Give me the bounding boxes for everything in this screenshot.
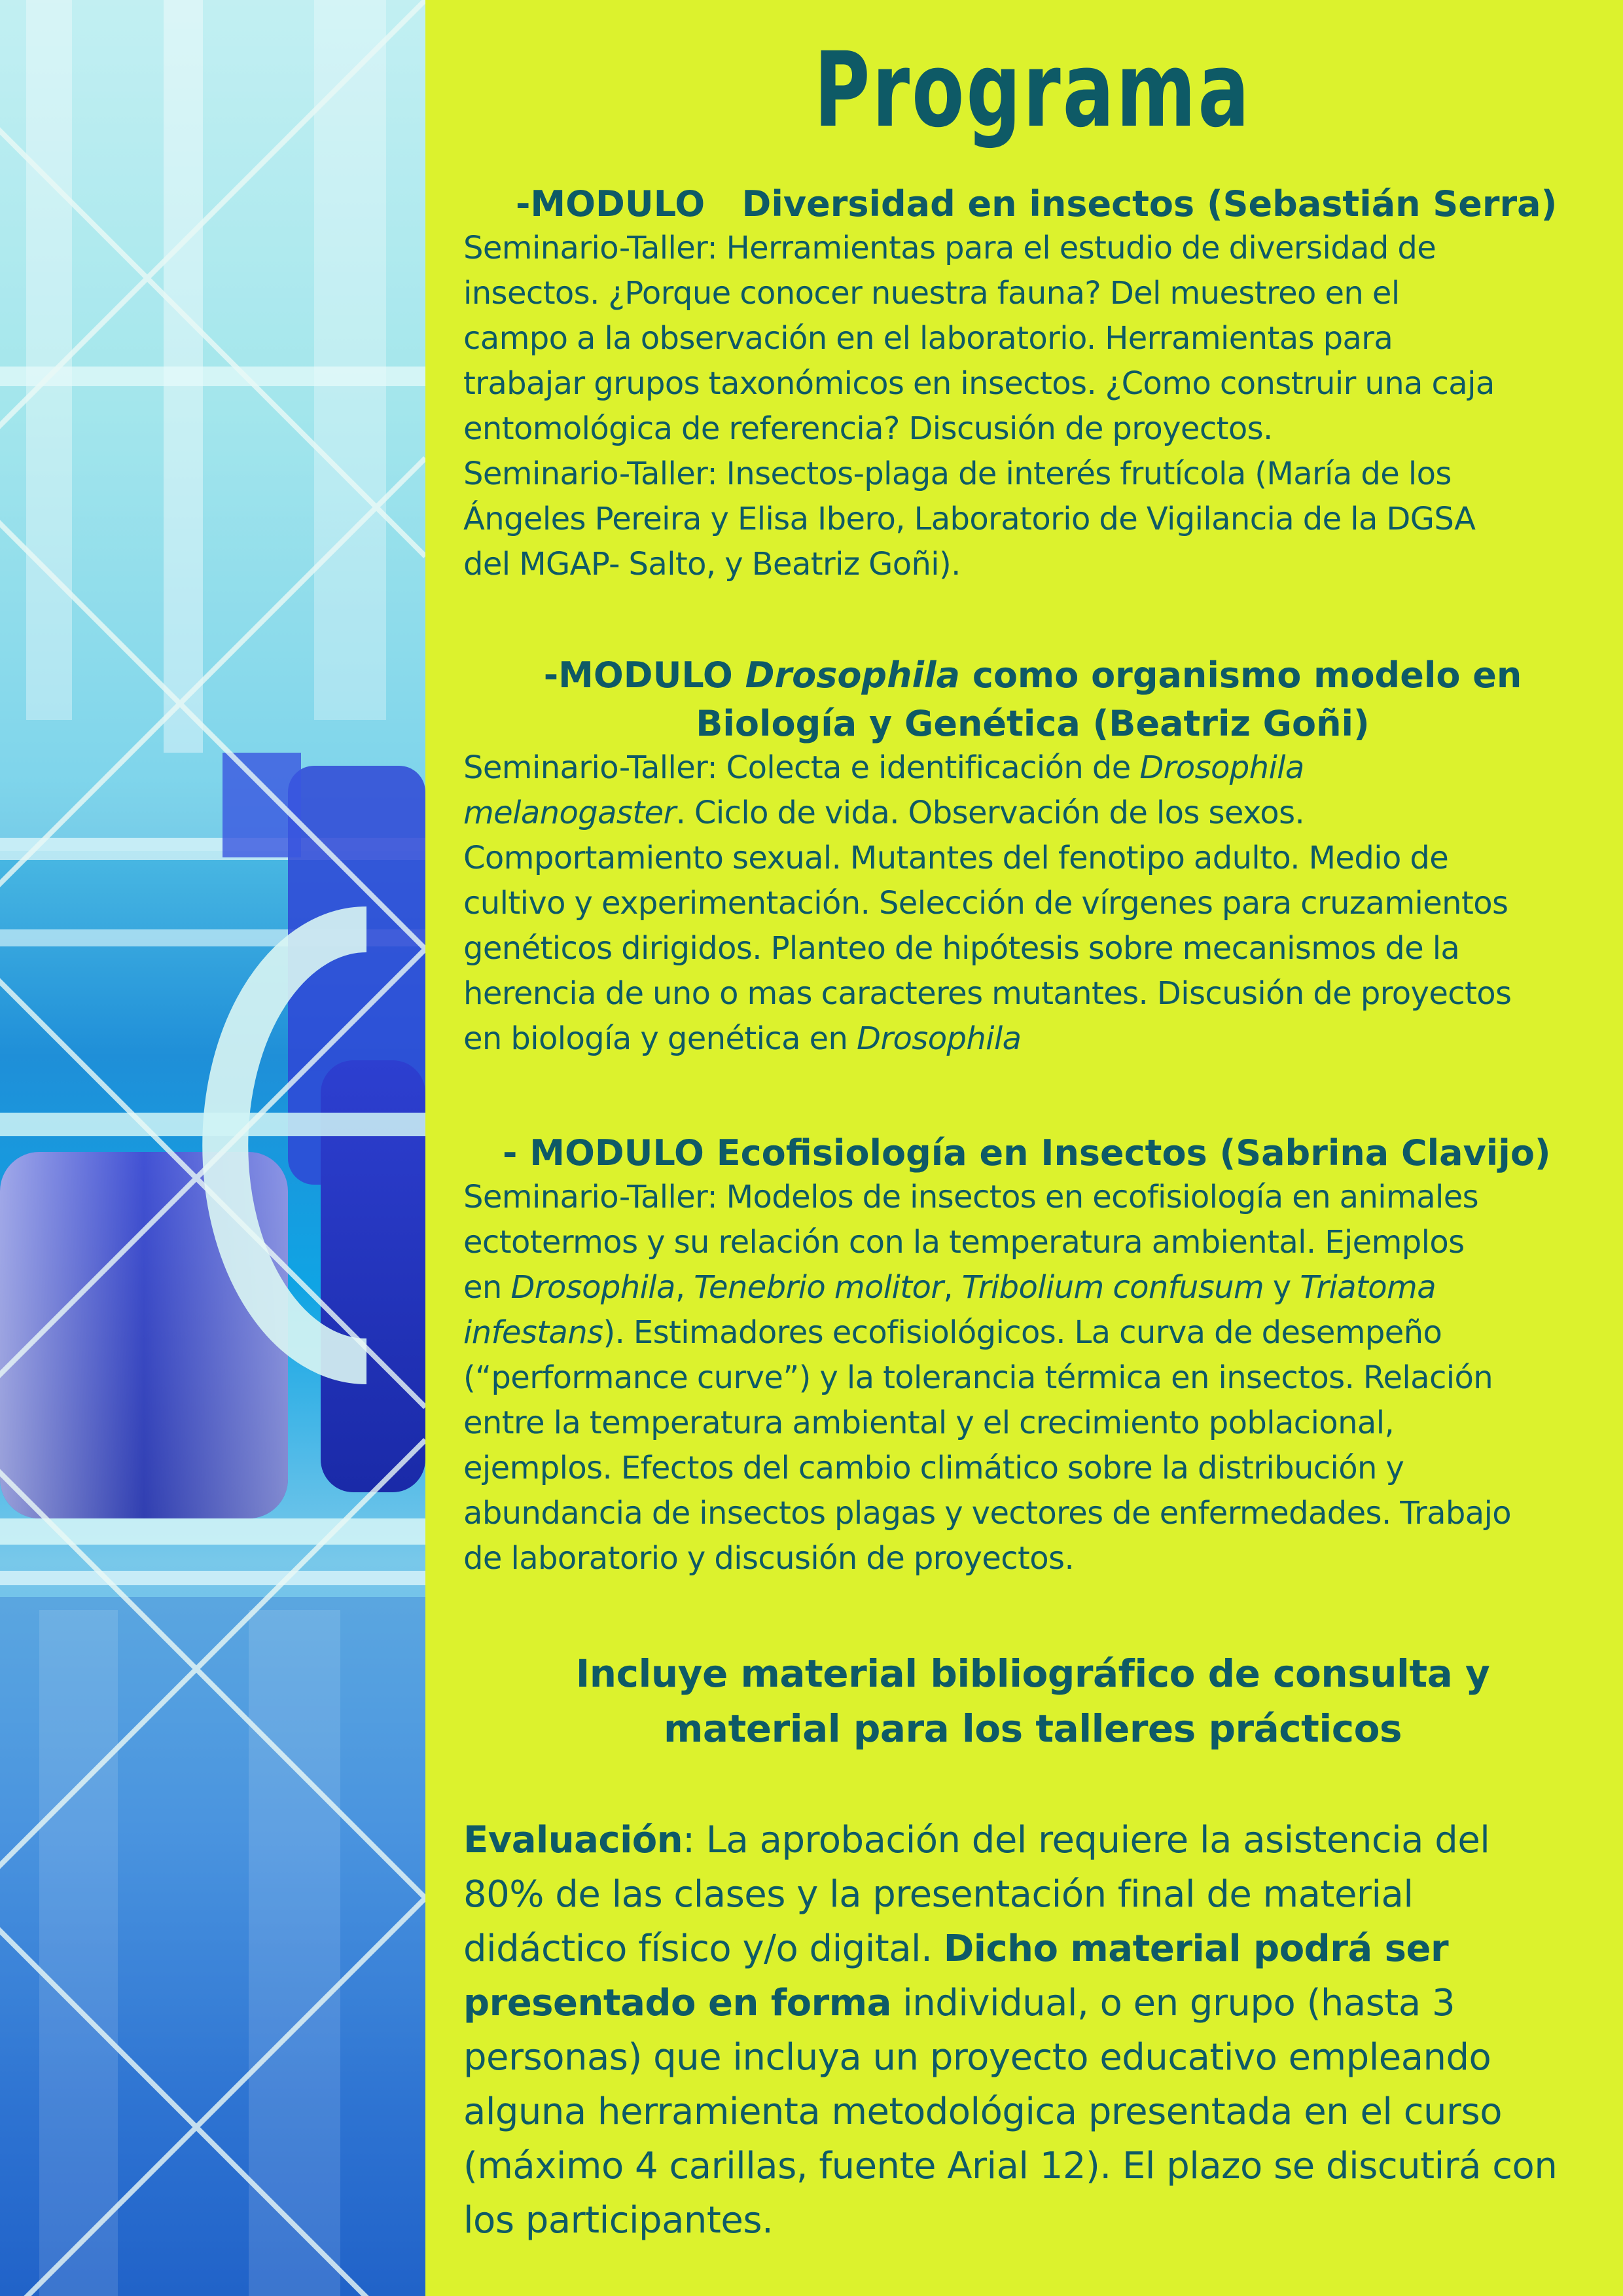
module-ecophysiology-heading: - MODULO Ecofisiología en Insectos (Sabrina Clavijo) (503, 1132, 1551, 1174)
evaluation-label: Evaluación (463, 1819, 683, 1861)
module-drosophila (463, 651, 1602, 1062)
materials-highlight (463, 1646, 1602, 1756)
module-diversity-heading: -MODULO Diversidad en insectos (Sebastián Serra) (516, 183, 1558, 224)
lab-glassware-illustration (0, 0, 425, 2296)
page-title: Programa (813, 30, 1252, 151)
module-diversity (463, 180, 1602, 587)
evaluation-section (463, 1813, 1602, 2248)
module-ecophysiology-body: Seminario-Taller: Modelos de insectos en ecofisiología en animales ectotermos y su relación con la temperatura ambiental. Ejemplos en Drosophila, Tenebrio molitor, Tribolium confusum y Triatoma infestans). Estimadores ecofisiológicos. La curva de desempeño (“performance curve”) y la tolerancia térmica en insectos. Relación entre la temperatura ambiental y el crecimiento poblacional, ejemplos. Efectos del cambio climático sobre la distribución y abundancia de insectos plagas y vectores de enfermedades. Trabajo de laboratorio y discusión de proyectos. (463, 1179, 1512, 1577)
module-diversity-body: Seminario-Taller: Herramientas para el estudio de diversidad de insectos. ¿Porque conocer nuestra fauna? Del muestreo en el campo a la observación en el laboratorio. Herramientas para trabajar grupos taxonómicos en insectos. ¿Como construir una caja entomológica de referencia? Discusión de proyectos. Seminario-Taller: Insectos-plaga de interés frutícola (María de los Ángeles Pereira y Elisa Ibero, Laboratorio de Vigilancia de la DGSA del MGAP- Salto, y Beatriz Goñi). (463, 230, 1495, 583)
lab-glassware-photo (0, 0, 425, 2296)
evaluation-text: Evaluación: La aprobación del requiere la asistencia del 80% de las clases y la presentación final de material didáctico físico y/o digital. Dicho material podrá ser presentado en forma individual, o en grupo (hasta 3 personas) que incluya un proyecto educativo empleando alguna herramienta metodológica presentada en el curso (máximo 4 carillas, fuente Arial 12). El plazo se discutirá con los participantes. (463, 1819, 1558, 2242)
module-drosophila-body: Seminario-Taller: Colecta e identificación de Drosophila melanogaster. Ciclo de vida. Observación de los sexos. Comportamiento sexual. Mutantes del fenotipo adulto. Medio de cultivo y experimentación. Selección de vírgenes para cruzamientos genéticos dirigidos. Planteo de hipótesis sobre mecanismos de la herencia de uno o mas caracteres mutantes. Discusión de proyectos en biología y genética en Drosophila (463, 749, 1512, 1057)
program-content (463, 0, 1602, 2296)
module-drosophila-heading: -MODULO Drosophila como organismo modelo en Biología y Genética (Beatriz Goñi) (543, 655, 1522, 744)
materials-highlight-text: Incluye material bibliográfico de consulta y material para los talleres prácticos (575, 1651, 1490, 1751)
module-ecophysiology (463, 1129, 1602, 1581)
